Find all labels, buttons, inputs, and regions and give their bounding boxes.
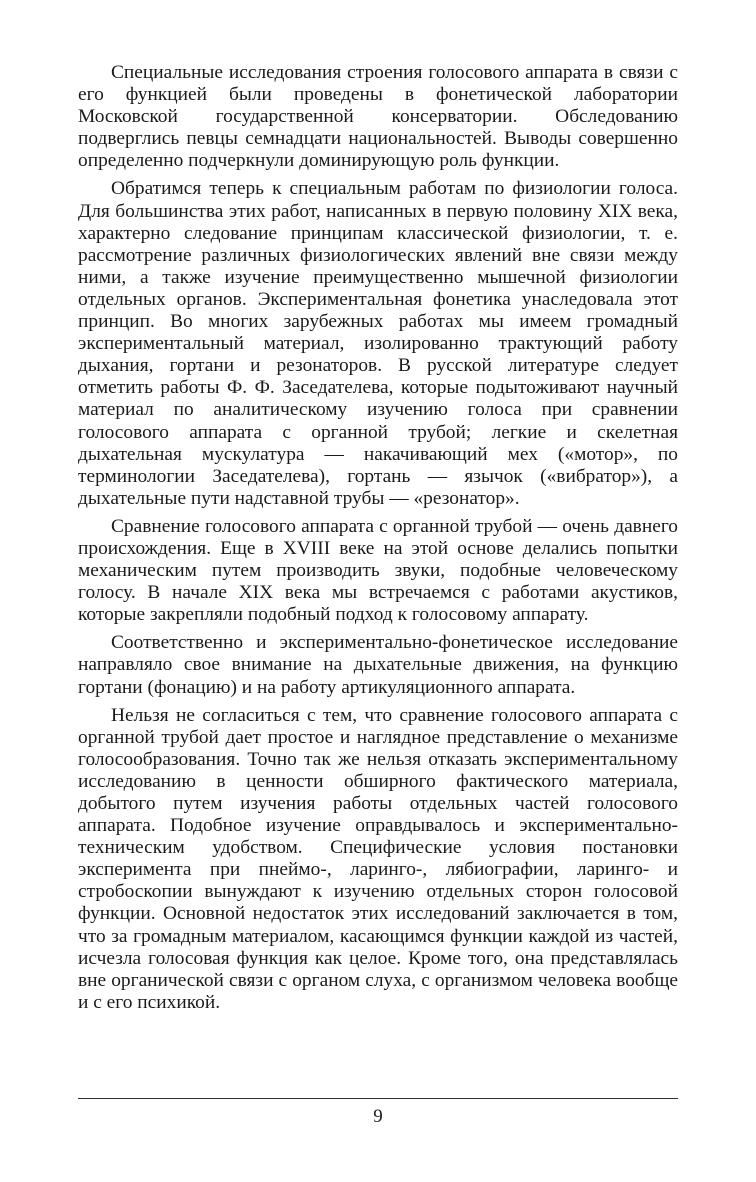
footer-rule xyxy=(78,1098,678,1099)
paragraph-3: Сравнение голосового аппарата с органной трубой — очень давнего происхождения. Еще в XVIII веке на этой основе делались попытки механическим путем производить звуки, подобные человеческому голосу. В начале XIX века мы встречаемся с работами акустиков, которые закрепляли подобный подход к голосовому аппарату. xyxy=(78,515,678,626)
paragraph-2: Обратимся теперь к специальным работам по физиологии голоса. Для большинства этих работ, написанных в первую половину XIX века, характерно следование принципам классической физиологии, т. е. рассмотрение различных физиологических явлений вне связи между ними, а также изучение преимущественно мышечной физиологии отдельных органов. Экспериментальная фонетика унаследовала этот принцип. Во многих зарубежных работах мы имеем громадный экспериментальный материал, изолированно трактующий работу дыхания, гортани и резонаторов. В русской литературе следует отметить работы Ф. Ф. Заседателева, которые подытоживают научный материал по аналитическому изучению голоса при сравнении голосового аппарата с органной трубой; легкие и скелетная дыхательная мускулатура — накачивающий мех («мотор», по терминологии Заседателева), гортань — язычок («вибратор»), а дыхательные пути надставной трубы — «резонатор». xyxy=(78,178,678,509)
paragraph-4: Соответственно и экспериментально-фонетическое исследование направляло свое внимание на дыхательные движения, на функцию гортани (фонацию) и на работу артикуляционного аппарата. xyxy=(78,632,678,698)
page-number: 9 xyxy=(373,1106,383,1127)
page-body-text xyxy=(78,62,678,1020)
paragraph-5: Нельзя не согласиться с тем, что сравнение голосового аппарата с органной трубой дает простое и наглядное представление о механизме голосообразования. Точно так же нельзя отказать экспериментальному исследованию в ценности обширного фактического материала, добытого путем изучения работы отдельных частей голосового аппарата. Подобное изучение оправдывалось и экспериментально-техническим удобством. Специфические условия постановки эксперимента при пнеймо-, ларинго-, лябиографии, ларинго- и стробоскопии вынуждают к изучению отдельных сторон голосовой функции. Основной недостаток этих исследований заключается в том, что за громадным материалом, касающимся функции каждой из частей, исчезла голосовая функция как целое. Кроме того, она представлялась вне органической связи с органом слуха, с организмом человека вообще и с его психикой. xyxy=(78,704,678,1013)
paragraph-1: Специальные исследования строения голосового аппарата в связи с его функцией были проведены в фонетической лаборатории Московской государственной консерватории. Обследованию подверглись певцы семнадцати национальностей. Выводы совершенно определенно подчеркнули доминирующую роль функции. xyxy=(78,62,678,172)
